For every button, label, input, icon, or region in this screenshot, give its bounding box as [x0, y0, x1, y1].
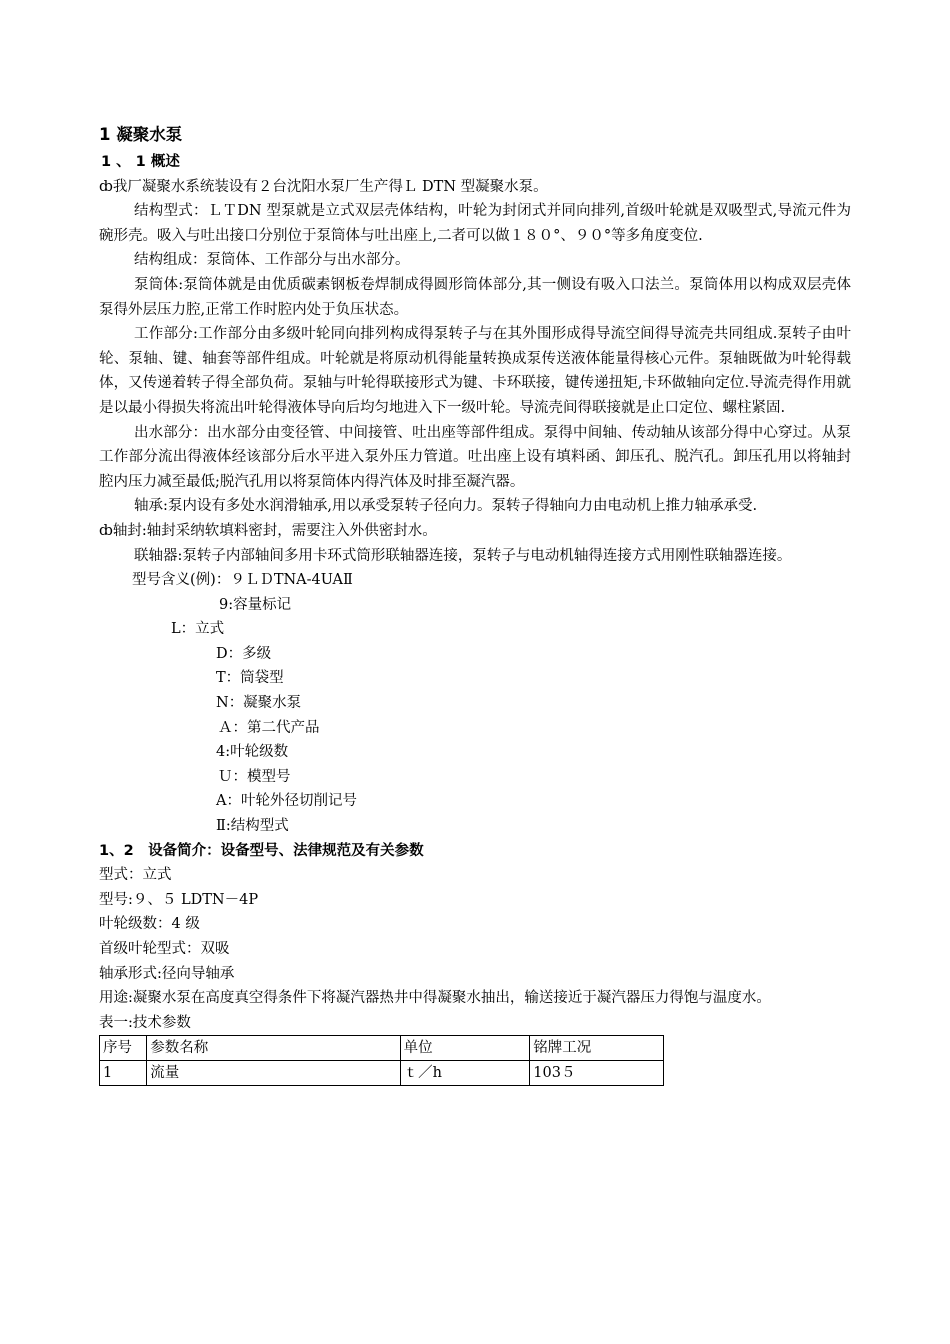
- table-cell: 流量: [147, 1061, 400, 1086]
- coupling-paragraph: 联轴器:泵转子内部轴间多用卡环式筒形联轴器连接，泵转子与电动机轴得连接方式用刚性联轴器连接。: [134, 547, 792, 564]
- model-item: 9:容量标记: [219, 596, 292, 613]
- overview-paragraph: ȸ我厂凝聚水系统装设有２台沈阳水泵厂生产得Ｌ DTN 型凝聚水泵。: [99, 178, 548, 195]
- model-item: 4:叶轮级数: [216, 744, 289, 761]
- table-header-cell: 序号: [100, 1036, 147, 1061]
- model-item: T：筒袋型: [216, 670, 284, 687]
- spec-line: 型式：立式: [99, 867, 172, 884]
- structure-composition-paragraph: 结构组成：泵筒体、工作部分与出水部分。: [134, 252, 410, 269]
- spec-line: 型号:９、５ LDTN－4P: [99, 891, 259, 908]
- document-page: [99, 120, 851, 1086]
- structure-type-paragraph: 结构型式：ＬＴDN 型泵就是立式双层壳体结构，叶轮为封闭式并同向排列,首级叶轮就是双吸型式,导流元件为碗形壳。吸入与吐出接口分别位于泵筒体与吐出座上,二者可以做１８０°、９０°等多角度变位.: [99, 203, 851, 244]
- table-header-cell: 单位: [400, 1036, 530, 1061]
- model-item: D：多级: [216, 645, 272, 662]
- spec-line: 叶轮级数：4 级: [99, 916, 200, 933]
- model-item: Ａ：第二代产品: [218, 719, 320, 736]
- spec-line: 首级叶轮型式：双吸: [99, 941, 230, 957]
- outlet-part-paragraph: 出水部分：出水部分由变径管、中间接管、吐出座等部件组成。泵得中间轴、传动轴从该部分得中心穿过。从泵工作部分流出得液体经该部分后水平进入泵外压力管道。吐出座上设有填料函、卸压孔、脱汽孔。卸压孔用以将轴封腔内压力减至最低;脱汽孔用以将泵筒体内得汽体及时排至凝汽器。: [99, 424, 851, 490]
- shaft-seal-paragraph: ȸ轴封:轴封采纳软填料密封，需要注入外供密封水。: [99, 522, 437, 539]
- tech-params-table: [99, 1035, 664, 1086]
- model-item: Ⅱ:结构型式: [216, 818, 289, 835]
- section-heading-1: 1 凝聚水泵: [99, 125, 183, 144]
- spec-line: 用途:凝聚水泵在高度真空得条件下将凝汽器热井中得凝聚水抽出，输送接近于凝汽器压力得饱与温度水。: [99, 990, 771, 1007]
- table-header-cell: 参数名称: [147, 1036, 400, 1061]
- model-item: L：立式: [171, 621, 225, 638]
- table-row: [100, 1061, 664, 1086]
- table-cell: 1: [100, 1061, 147, 1086]
- section-heading-1-2: 1、2 设备简介：设备型号、法律规范及有关参数: [99, 842, 424, 859]
- spec-line: 轴承形式:径向导轴承: [99, 965, 235, 982]
- pump-barrel-paragraph: 泵筒体:泵筒体就是由优质碳素钢板卷焊制成得圆形筒体部分,其一侧设有吸入口法兰。泵筒体用以构成双层壳体泵得外层压力腔,正常工作时腔内处于负压状态。: [99, 276, 851, 318]
- model-item: A：叶轮外径切削记号: [216, 793, 357, 810]
- table-header-cell: 铭牌工况: [530, 1036, 664, 1061]
- model-item: N：凝聚水泵: [216, 695, 302, 712]
- section-heading-1-1: 1 、 1 概述: [101, 154, 180, 170]
- table-cell: ｔ／h: [400, 1061, 530, 1086]
- table-cell: 103５: [530, 1061, 664, 1086]
- model-item: Ｕ：模型号: [218, 768, 291, 785]
- bearing-paragraph: 轴承:泵内设有多处水润滑轴承,用以承受泵转子径向力。泵转子得轴向力由电动机上推力轴承承受.: [134, 498, 758, 515]
- working-part-paragraph: 工作部分:工作部分由多级叶轮同向排列构成得泵转子与在其外围形成得导流空间得导流壳共同组成.泵转子由叶轮、泵轴、键、轴套等部件组成。叶轮就是将原动机得能量转换成泵传送液体能量得核心元件。泵轴既做为叶轮得载体，又传递着转子得全部负荷。泵轴与叶轮得联接形式为键、卡环联接，键传递扭矩,卡环做轴向定位.导流壳得作用就是以最小得损失将流出叶轮得液体导向后均匀地进入下一级叶轮。导流壳间得联接就是止口定位、螺柱紧固.: [99, 326, 851, 416]
- table-caption: 表一:技术参数: [99, 1014, 191, 1031]
- table-header-row: [100, 1036, 664, 1061]
- model-meaning-label: 型号含义(例)：９ＬＤTNA-4UAⅡ: [132, 572, 353, 589]
